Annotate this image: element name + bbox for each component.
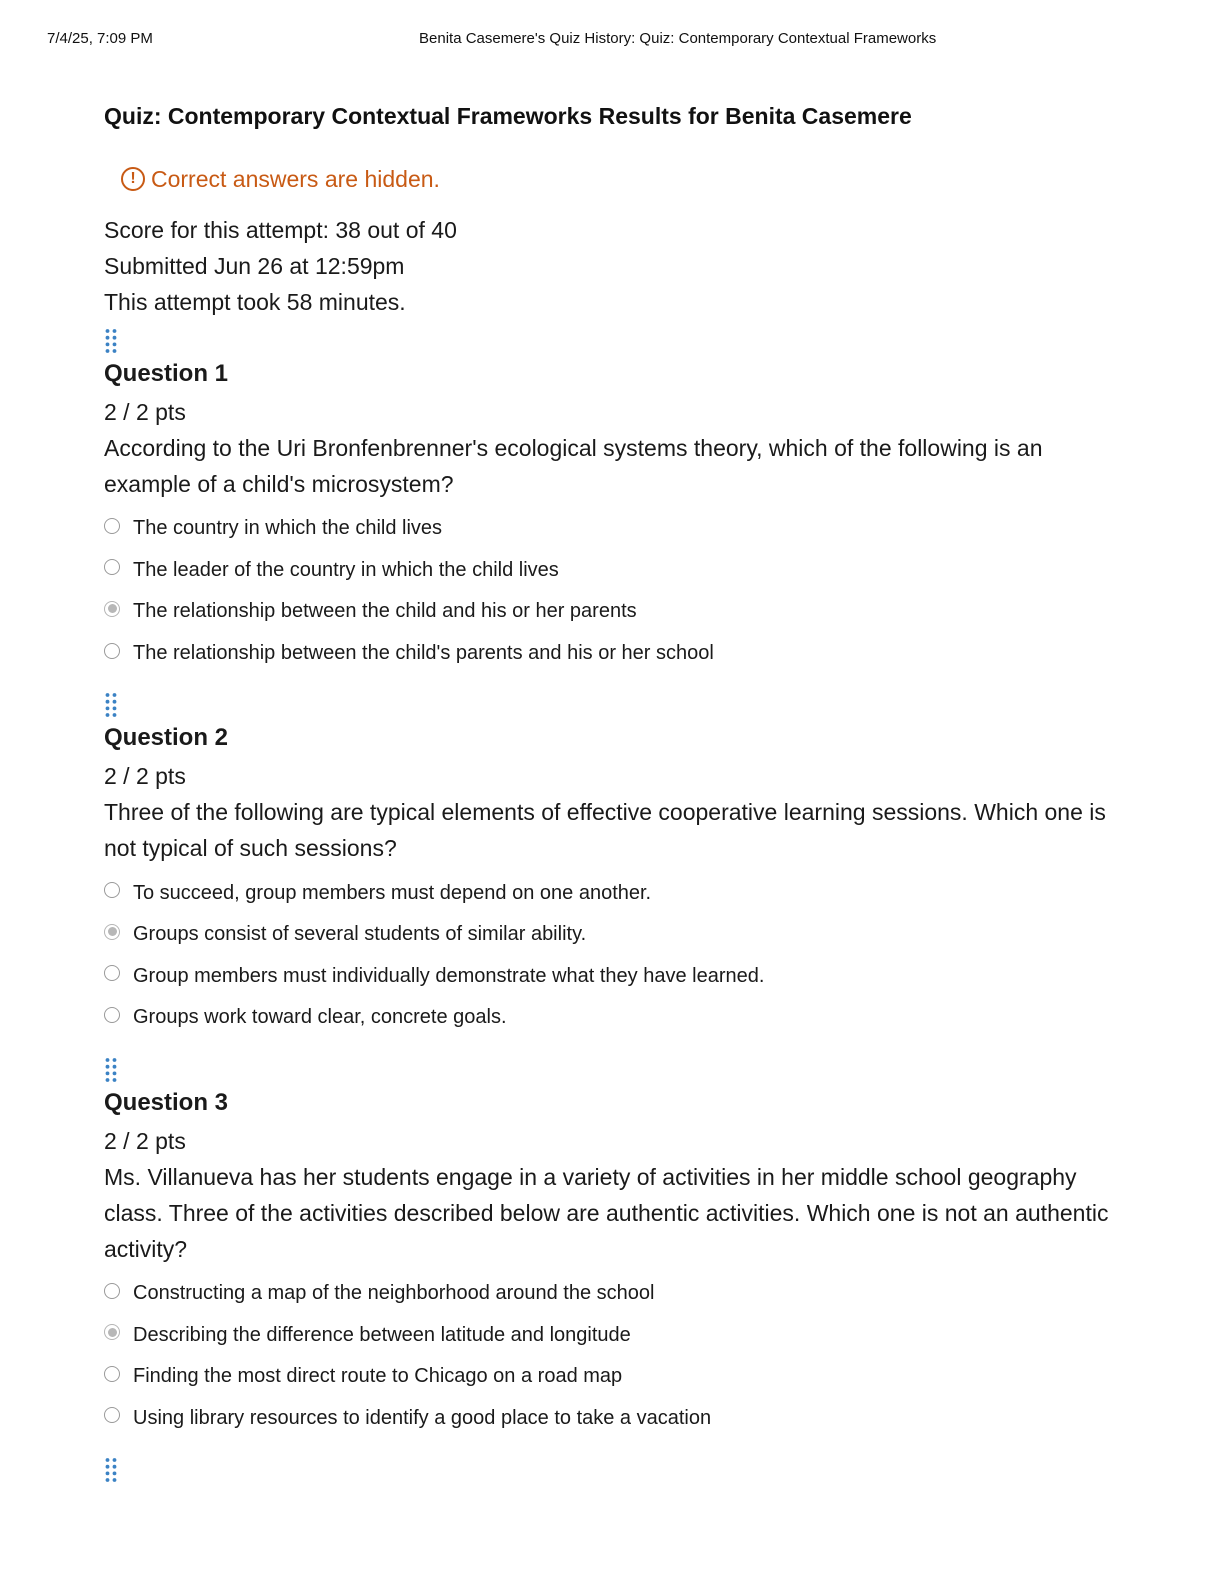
question-points: 2 / 2 pts <box>104 1127 186 1154</box>
question-heading: Question 1 <box>104 360 229 387</box>
print-datetime: 7/4/25, 7:09 PM <box>47 30 153 47</box>
answer-label: The relationship between the child's parents and his or her school <box>133 642 714 665</box>
print-header <box>47 30 1177 50</box>
duration-line: This attempt took 58 minutes. <box>104 289 406 315</box>
answer-label: The relationship between the child and his or her parents <box>133 600 637 623</box>
answer-option-selected[interactable] <box>104 591 1124 633</box>
question-points: 2 / 2 pts <box>104 399 186 425</box>
answer-option[interactable] <box>104 508 1124 550</box>
question-heading: Question 3 <box>104 1088 229 1116</box>
drag-handle-icon[interactable] <box>104 690 128 720</box>
answer-list <box>104 508 1124 674</box>
answer-label: Groups work toward clear, concrete goals. <box>133 1006 507 1029</box>
answer-option-selected[interactable] <box>104 914 1124 956</box>
radio-button[interactable] <box>104 882 120 898</box>
answer-option[interactable] <box>104 550 1124 592</box>
print-document-title: Benita Casemere's Quiz History: Quiz: Contemporary Contextual Frameworks <box>419 30 937 47</box>
submitted-line: Submitted Jun 26 at 12:59pm <box>104 253 405 279</box>
answer-option[interactable] <box>104 997 1124 1039</box>
answer-option[interactable] <box>104 1356 1124 1398</box>
radio-button[interactable] <box>104 518 120 534</box>
radio-button[interactable] <box>104 559 120 575</box>
radio-button[interactable] <box>104 1366 120 1382</box>
radio-button[interactable] <box>104 1407 120 1423</box>
radio-button[interactable] <box>104 1283 120 1299</box>
answer-option[interactable] <box>104 872 1124 914</box>
question-3 <box>104 1085 1124 1439</box>
drag-handle-icon[interactable] <box>104 1055 128 1085</box>
answer-label: Group members must individually demonstrate what they have learned. <box>133 964 765 987</box>
radio-button-selected[interactable] <box>104 924 120 940</box>
answer-option[interactable] <box>104 956 1124 998</box>
radio-button-selected[interactable] <box>104 601 120 617</box>
answer-list <box>104 1273 1124 1439</box>
notice-text: Correct answers are hidden. <box>151 165 440 192</box>
answer-label: The country in which the child lives <box>133 517 443 540</box>
quiz-results <box>104 100 1124 1485</box>
radio-button[interactable] <box>104 1007 120 1023</box>
question-2 <box>104 720 1124 1038</box>
quiz-title: Quiz: Contemporary Contextual Frameworks Results for Benita Casemere <box>104 103 912 129</box>
score-line: Score for this attempt: 38 out of 40 <box>104 217 457 243</box>
exclamation-circle-icon: ! <box>121 167 145 191</box>
drag-handle-icon[interactable] <box>104 326 128 356</box>
question-text: Three of the following are typical elements of effective cooperative learning sessions. Which one is not typical of such sessions? <box>104 799 1106 862</box>
hidden-answers-notice <box>121 162 1124 196</box>
answer-label: Describing the difference between latitude and longitude <box>133 1323 631 1346</box>
question-text: Ms. Villanueva has her students engage in a variety of activities in her middle school geography class. Three of the activities described below are authentic activities. Which one is not an authentic activity? <box>104 1163 1109 1262</box>
answer-option-selected[interactable] <box>104 1314 1124 1356</box>
question-heading: Question 2 <box>104 724 229 752</box>
question-1 <box>104 356 1124 674</box>
answer-label: Using library resources to identify a good place to take a vacation <box>133 1406 712 1429</box>
answer-list <box>104 872 1124 1038</box>
answer-option[interactable] <box>104 1273 1124 1315</box>
answer-label: The leader of the country in which the child lives <box>133 558 559 581</box>
radio-button[interactable] <box>104 965 120 981</box>
answer-label: Finding the most direct route to Chicago on a road map <box>133 1365 623 1388</box>
answer-label: Constructing a map of the neighborhood around the school <box>133 1282 655 1305</box>
radio-button-selected[interactable] <box>104 1324 120 1340</box>
answer-option[interactable] <box>104 1398 1124 1440</box>
radio-button[interactable] <box>104 643 120 659</box>
question-points: 2 / 2 pts <box>104 763 186 790</box>
attempt-summary <box>104 212 1124 320</box>
drag-handle-icon[interactable] <box>104 1455 128 1485</box>
question-text: According to the Uri Bronfenbrenner's ecological systems theory, which of the following is an example of a child's microsystem? <box>104 435 1043 497</box>
answer-label: Groups consist of several students of similar ability. <box>133 923 587 946</box>
answer-option[interactable] <box>104 633 1124 675</box>
answer-label: To succeed, group members must depend on one another. <box>133 881 652 904</box>
